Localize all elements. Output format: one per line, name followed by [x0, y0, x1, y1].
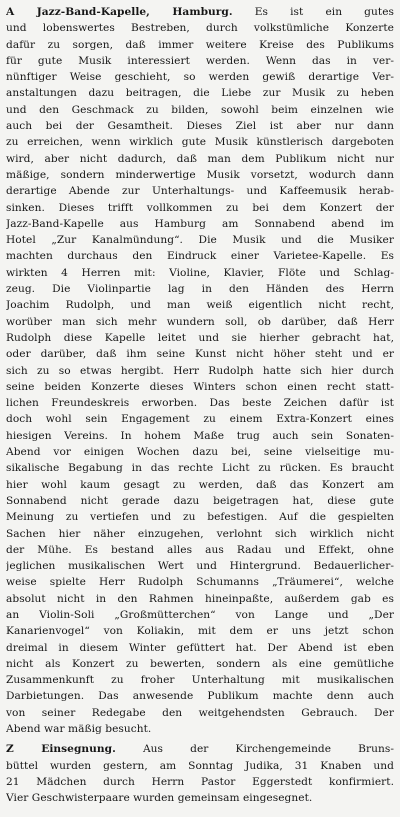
text-line: büttel wurden gestern, am Sonntag Judika, 31 Knaben und	[6, 759, 394, 772]
text-line: Abend vor einigen Wochen dazu bei, seine vielseitige mu-	[6, 446, 394, 459]
text-line: nicht als Konzert zu bewerten, sondern als eine gemütliche	[6, 657, 394, 670]
text-line: und den Geschmack zu bilden, sowohl beim einzelnen wie	[6, 103, 394, 116]
text-line: Sonnabend nicht gerade dazu beigetragen hat, diese gute	[6, 494, 394, 507]
text-line: wird, aber nicht dadurch, daß man dem Publikum nicht nur	[6, 152, 394, 165]
text-line: Sachen hier näher einzugehen, verlohnt sich wirklich nicht	[6, 527, 394, 540]
text-line: sinken. Dieses trifft vollkommen zu bei dem Konzert der	[6, 201, 394, 214]
text-line: dreimal in diesem Winter gefüttert hat. Der Abend ist eben	[6, 641, 394, 654]
text-line: an Violin-Soli „Großmütterchen“ von Lange und „Der	[6, 608, 394, 621]
text-line: hier wohl kaum gesagt zu werden, daß das Konzert am	[6, 478, 394, 491]
text-line: absolut nicht in den Rahmen hineinpaßte, außerdem gab es	[6, 592, 394, 605]
text-line: Kanarienvogel“ von Koliakin, mit dem er uns jetzt schon	[6, 625, 394, 638]
text-line: doch wohl sein Engagement zu einem Extra-Konzert eines	[6, 413, 394, 426]
text-line: 21 Mädchen durch Herrn Pastor Eggerstedt konfirmiert.	[6, 775, 394, 788]
text-line: für gute Musik interessiert werden. Wenn das in ver-	[6, 54, 394, 67]
text-line: mäßige, sondern minderwertige Musik vorsetzt, wodurch dann	[6, 168, 394, 181]
text-line: Jazz-Band-Kapelle aus Hamburg am Sonnabend abend im	[6, 217, 394, 230]
text-line: nünftiger Weise geschieht, so werden gewiß derartige Ver-	[6, 71, 394, 84]
text-line: zu erreichen, wenn wirklich gute Musik künstlerisch dargeboten	[6, 136, 394, 149]
text-line: oder darüber, daß ihm seine Kunst nicht höher steht und er	[6, 348, 394, 361]
text-line: weise spielte Herr Rudolph Schumanns „Träumerei“, welche	[6, 576, 394, 589]
text-line: von seiner Redegabe den weitgehendsten Gebrauch. Der	[6, 706, 394, 719]
text-line: sich zu so etwas hergibt. Herr Rudolph hatte sich hier durch	[6, 364, 394, 377]
text-line: auch bei der Gesamtheit. Dieses Ziel ist aber nur dann	[6, 120, 394, 133]
text-line: Vier Geschwisterpaare wurden gemeinsam eingesegnet.	[6, 792, 313, 805]
article-jazz-band-kapelle	[6, 4, 394, 737]
text-line: derartige Abende zur Unterhaltungs- und Kaffeemusik herab-	[6, 185, 394, 198]
text-line: dafür zu sorgen, daß immer weitere Kreise des Publikums	[6, 38, 394, 51]
text-line: hiesigen Vereins. In hohem Maße trug auch sein Sonaten-	[6, 429, 394, 442]
article-einsegnung	[6, 741, 394, 806]
text-line: der Mühe. Es bestand alles aus Radau und Effekt, ohne	[6, 543, 394, 556]
text-line: Joachim Rudolph, und man weiß eigentlich nicht recht,	[6, 299, 394, 312]
text-line: A Jazz-Band-Kapelle, Hamburg. Es ist ein gutes	[6, 6, 394, 18]
text-line: jeglichen musikalischen Wert und Hintergrund. Bedauerlicher-	[6, 560, 394, 573]
text-line: Z Einsegnung. Aus der Kirchengemeinde Bruns-	[6, 743, 394, 756]
text-line: zeug. Die Violinpartie lag in den Händen des Herrn	[6, 283, 394, 296]
text-line: sikalische Begabung in das rechte Licht zu rücken. Es braucht	[6, 462, 394, 475]
text-line: Abend war mäßig besucht.	[6, 723, 152, 736]
text-line: worüber man sich mehr wundern soll, ob darüber, daß Herr	[6, 315, 394, 328]
text-line: lichen Freundeskreis erworben. Das beste Zeichen dafür ist	[6, 397, 394, 410]
text-line: Meinung zu vertiefen und zu befestigen. Auf die gespielten	[6, 511, 394, 524]
text-line: Darbietungen. Das anwesende Publikum machte denn auch	[6, 690, 394, 703]
text-line: Hotel „Zur Kanalmündung“. Die Musik und die Musiker	[6, 234, 394, 247]
text-line: machten durchaus den Eindruck einer Varietee-Kapelle. Es	[6, 250, 394, 263]
text-line: wirkten 4 Herren mit: Violine, Klavier, Flöte und Schlag-	[6, 266, 394, 279]
text-line: Zusammenkunft zu froher Unterhaltung mit musikalischen	[6, 674, 394, 687]
text-line: seine beiden Konzerte dieses Winters schon einen recht statt-	[6, 380, 394, 393]
text-line: Rudolph diese Kapelle leitet und sie hierher gebracht hat,	[6, 331, 394, 344]
text-line: anstaltungen dazu beitragen, die Liebe zur Musik zu heben	[6, 87, 394, 100]
text-line: und lobenswertes Bestreben, durch volkstümliche Konzerte	[6, 22, 394, 35]
